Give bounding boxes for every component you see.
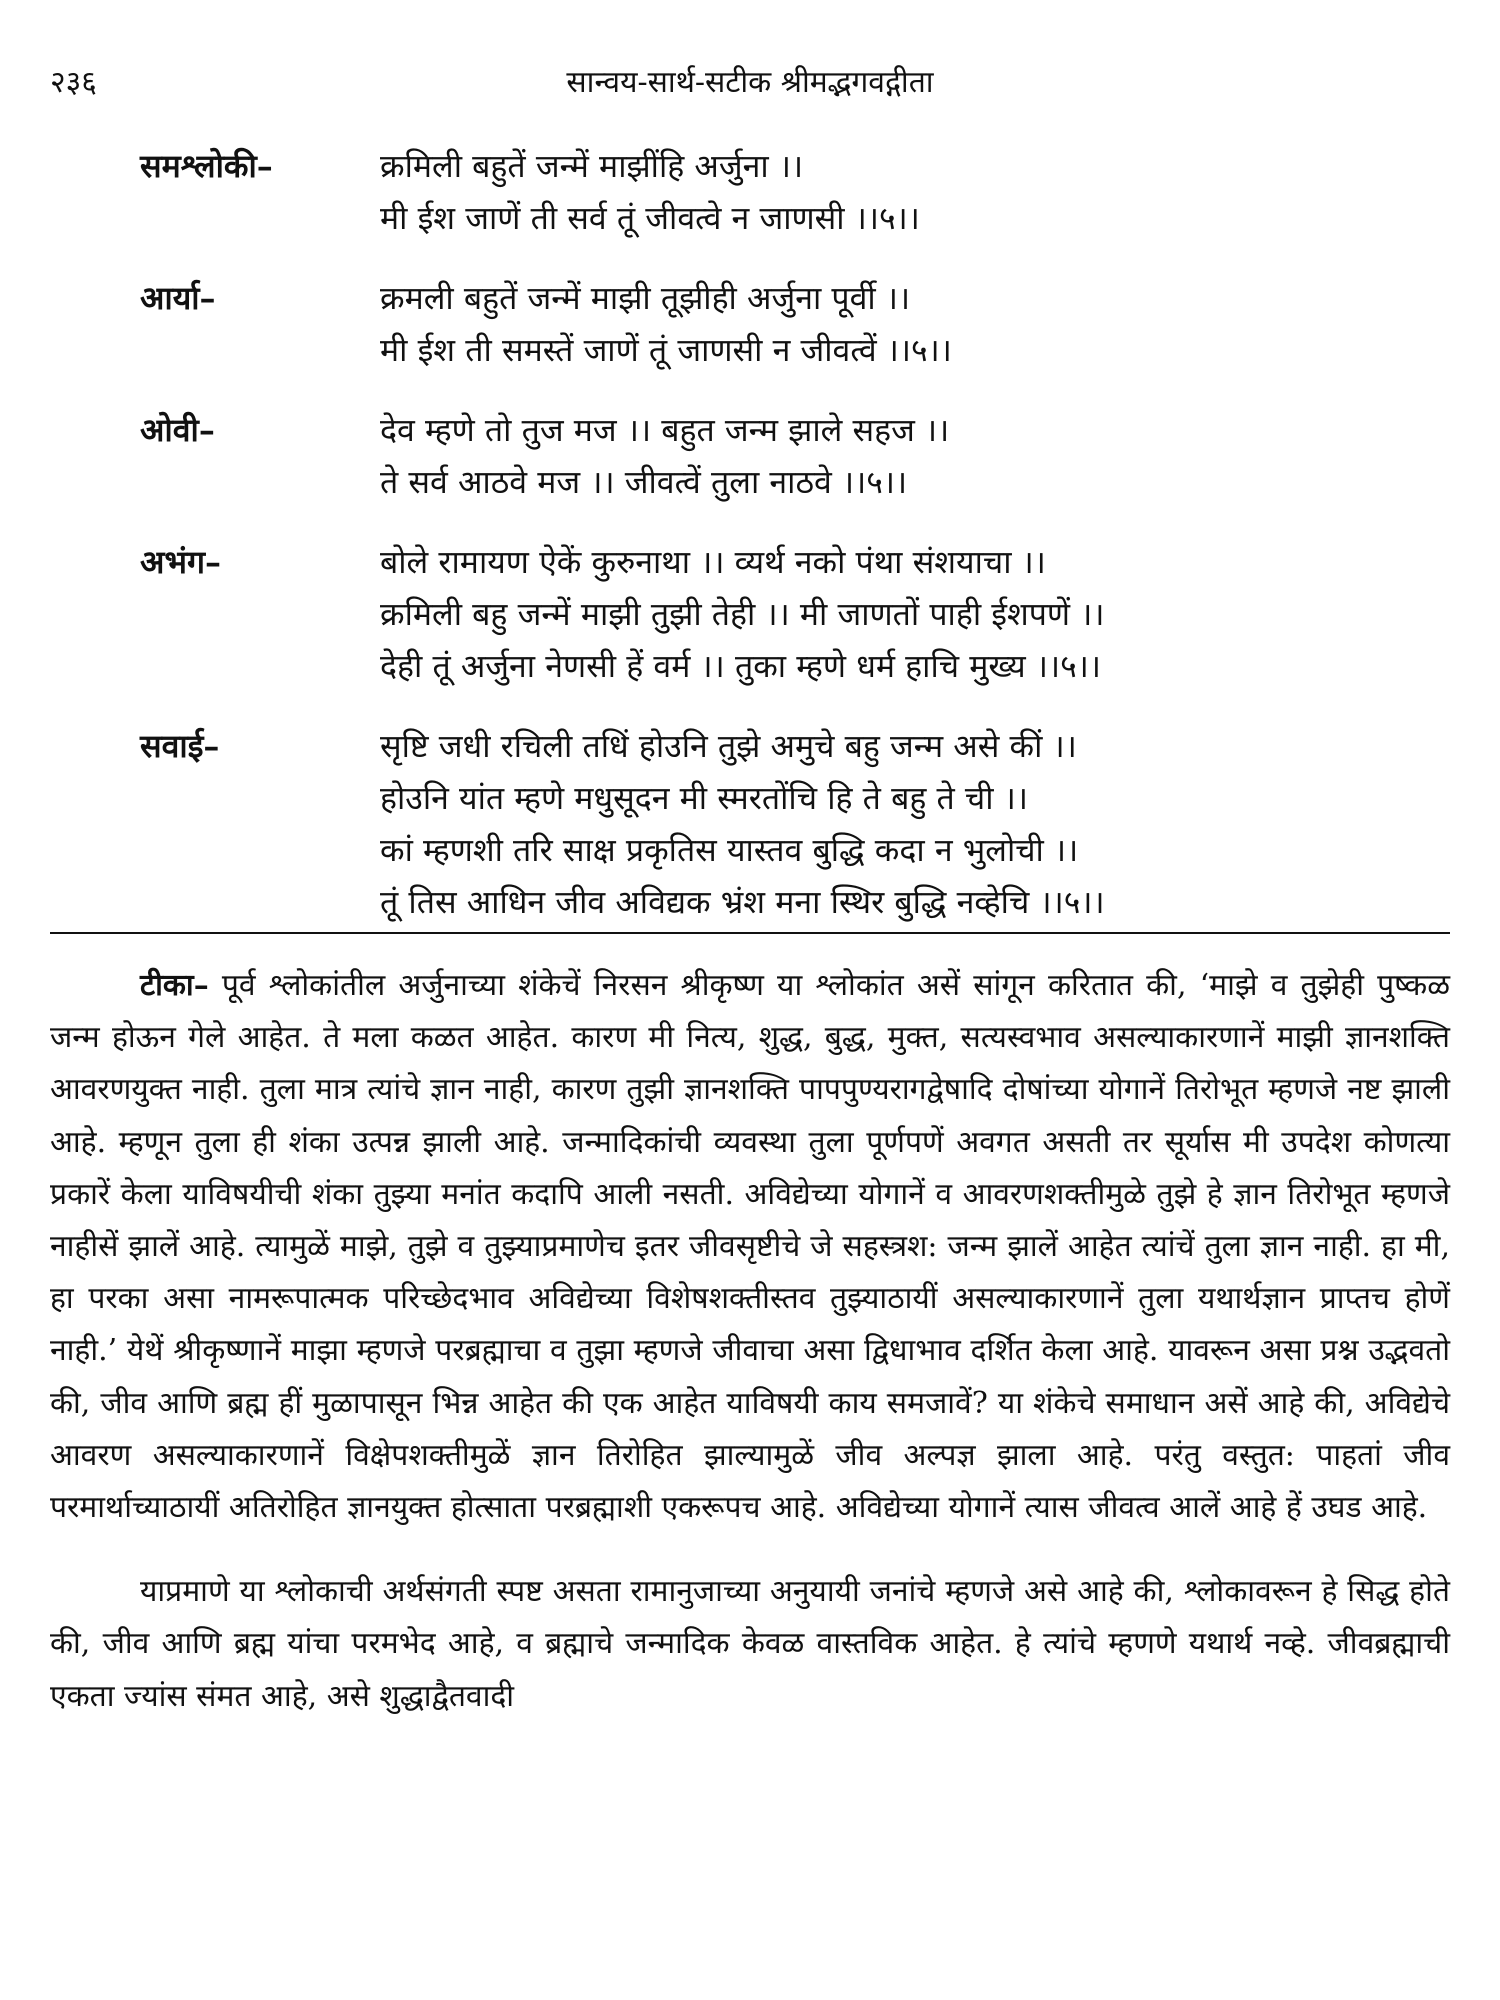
running-title: सान्वय-सार्थ-सटीक श्रीमद्भगवद्गीता <box>566 65 934 100</box>
verse-line: मी ईश जाणें ती सर्व तूं जीवत्वे न जाणसी ।।५।। <box>380 199 920 237</box>
commentary-text: पूर्व श्लोकांतील अर्जुनाच्या शंकेचें निरसन श्रीकृष्ण या श्लोकांत असें सांगून करितात की, ‘माझे व तुझेही पुष्कळ जन्म होऊन गेले आहेत. ते मला कळत आहेत. कारण मी नित्य, शुद्ध, बुद्ध, मुक्त, सत्यस्वभाव असल्याकारणानें माझी ज्ञानशक्ति आवरणयुक्त नाही. तुला मात्र त्यांचे ज्ञान नाही, कारण तुझी ज्ञानशक्ति पापपुण्यरागद्वेषादि दोषांच्या योगानें तिरोभूत म्हणजे नष्ट झाली आहे. म्हणून तुला ही शंका उत्पन्न झाली आहे. जन्मादिकांची व्यवस्था तुला पूर्णपणें अवगत असती तर सूर्यास मी उपदेश कोणत्या प्रकारें केला याविषयीची शंका तुझ्या मनांत कदापि आली नसती. अविद्येच्या योगानें व आवरणशक्तीमुळे तुझे हे ज्ञान तिरोभूत म्हणजे नाहीसें झालें आहे. त्यामुळें माझे, तुझे व तुझ्याप्रमाणेच इतर जीवसृष्टीचे जे सहस्त्रश: जन्म झालें आहेत त्यांचें तुला ज्ञान नाही. हा मी, हा परका असा नामरूपात्मक परिच्छेदभाव अविद्येच्या विशेषशक्तीस्तव तुझ्याठायीं असल्याकारणानें तुला यथार्थज्ञान प्राप्तच होणें नाही.’ येथें श्रीकृष्णानें माझा म्हणजे परब्रह्माचा व तुझा म्हणजे जीवाचा असा द्विधाभाव दर्शित केला आहे. यावरून असा प्रश्न उद्भवतो की, जीव आणि ब्रह्म हीं मुळापासून भिन्न आहेत की एक आहेत याविषयी काय समजावें? या शंकेचे समाधान असें आहे की, अविद्येचे आवरण असल्याकारणानें विक्षेपशक्तीमुळें ज्ञान तिरोहित झाल्यामुळें जीव अल्पज्ञ झाला आहे. परंतु वस्तुत: पाहतां जीव परमार्थाच्याठायीं अतिरोहित ज्ञानयुक्त होत्साता परब्रह्माशी एकरूपच आहे. अविद्येच्या योगानें त्यास जीवत्व आलें आहे हें उघड आहे. <box>50 968 1450 1526</box>
verse-line: कां म्हणशी तरि साक्ष प्रकृतिस यास्तव बुद्धि कदा न भुलोची ।। <box>380 831 1079 869</box>
verse-line: देही तूं अर्जुना नेणसी हें वर्म ।। तुका म्हणे धर्म हाचि मुख्य ।।५।। <box>380 647 1101 685</box>
verse-line: क्रमिली बहु जन्में माझी तुझी तेही ।। मी जाणतों पाही ईशपणें ।। <box>380 595 1105 633</box>
verse-block-abhang <box>140 536 1460 692</box>
verse-translations <box>140 140 1460 956</box>
verse-line: मी ईश ती समस्तें जाणें तूं जाणसी न जीवत्वें ।।५।। <box>380 331 952 369</box>
page-number: २३६ <box>50 65 97 100</box>
verse-line: तूं तिस आधिन जीव अविद्यक भ्रंश मना स्थिर बुद्धि नव्हेचि ।।५।। <box>380 883 1105 921</box>
verse-label: आर्या– <box>140 279 216 317</box>
commentary-paragraph: याप्रमाणे या श्लोकाची अर्थसंगती स्पष्ट असता रामानुजाच्या अनुयायी जनांचे म्हणजे असे आहे की, श्लोकावरून हे सिद्ध होते की, जीव आणि ब्रह्म यांचा परमभेद आहे, व ब्रह्माचे जन्मादिक केवळ वास्तविक आहेत. हे त्यांचे म्हणणे यथार्थ नव्हे. जीवब्रह्माची एकता ज्यांस संमत आहे, असे शुद्धाद्वैतवादी <box>50 1574 1450 1714</box>
verse-block-samashloki <box>140 140 1460 244</box>
commentary-label: टीका– <box>140 968 209 1003</box>
verse-label: अभंग– <box>140 543 221 581</box>
verse-label: सवाई– <box>140 727 220 765</box>
verse-block-ovi <box>140 404 1460 508</box>
verse-line: ते सर्व आठवे मज ।। जीवत्वें तुला नाठवे ।।५।। <box>380 463 908 501</box>
verse-line: होउनि यांत म्हणे मधुसूदन मी स्मरतोंचि हि ते बहु ते ची ।। <box>380 779 1028 817</box>
verse-line: सृष्टि जधी रचिली तधिं होउनि तुझे अमुचे बहु जन्म असे कीं ।। <box>380 727 1077 765</box>
verse-line: बोले रामायण ऐकें कुरुनाथा ।। व्यर्थ नको पंथा संशयाचा ।। <box>380 543 1046 581</box>
section-divider <box>50 932 1450 934</box>
verse-line: देव म्हणे तो तुज मज ।। बहुत जन्म झाले सहज ।। <box>380 411 950 449</box>
commentary <box>50 960 1450 1755</box>
commentary-paragraph <box>50 960 1450 1534</box>
page-header <box>50 60 1450 104</box>
verse-label: समश्लोकी– <box>140 147 273 185</box>
verse-line: क्रमिली बहुतें जन्में माझींहि अर्जुना ।। <box>380 147 804 185</box>
verse-line: क्रमली बहुतें जन्में माझी तूझीही अर्जुना पूर्वी ।। <box>380 279 911 317</box>
verse-label: ओवी– <box>140 411 215 449</box>
verse-block-savai <box>140 720 1460 928</box>
verse-block-arya <box>140 272 1460 376</box>
